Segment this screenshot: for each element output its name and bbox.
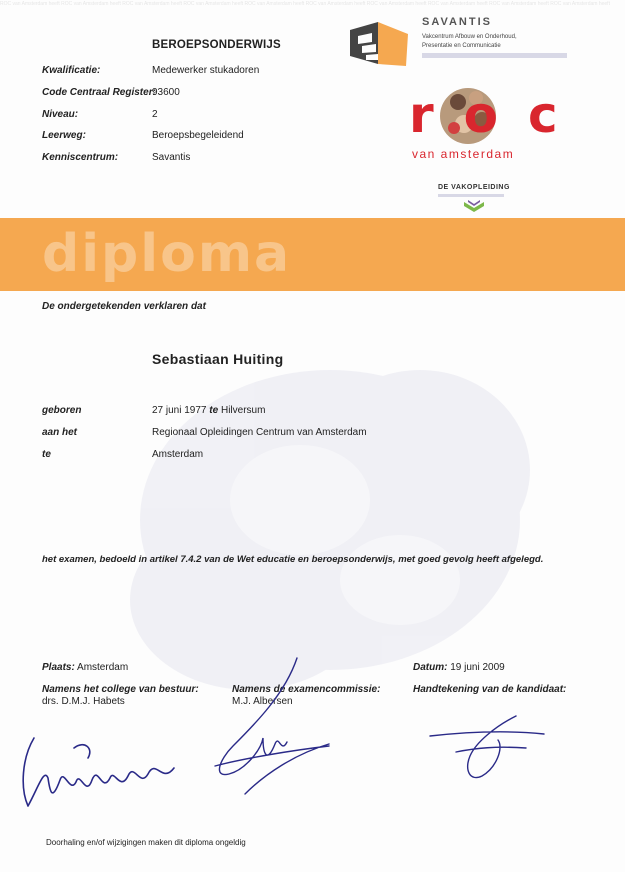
commission-signature-icon — [205, 654, 335, 799]
board-name: drs. D.M.J. Habets — [42, 696, 125, 707]
place-line — [42, 662, 128, 673]
candidate-signature-label: Handtekening van de kandidaat: — [413, 684, 567, 695]
vakopleiding-tagline-bar — [438, 194, 504, 197]
date-value: 19 juni 2009 — [450, 662, 505, 673]
declaration-text-content: De ondergetekenden verklaren dat — [42, 301, 206, 312]
qualification-label: Kwalificatie: — [42, 65, 101, 76]
register-code-value: 93600 — [152, 87, 180, 98]
candidate-signature-icon — [426, 712, 551, 787]
board-label: Namens het college van bestuur: — [42, 684, 199, 695]
savantis-tagline-bar — [422, 53, 567, 58]
learning-path-value: Beroepsbegeleidend — [152, 130, 244, 141]
learning-path-label: Leerweg: — [42, 130, 86, 141]
commission-name: M.J. Albersen — [232, 696, 293, 707]
savantis-name: SAVANTIS — [422, 16, 492, 28]
candidate-name: Sebastiaan Huiting — [152, 351, 284, 367]
vakopleiding-chevron-icon — [464, 200, 484, 214]
level-value: 2 — [152, 109, 158, 120]
register-code-label: Code Centraal Register: — [42, 87, 156, 98]
knowledge-centre-label: Kenniscentrum: — [42, 152, 119, 163]
roc-wordmark-text: roc — [409, 86, 588, 144]
born-te-word: te — [209, 405, 219, 416]
born-value — [152, 405, 265, 416]
document-heading: BEROEPSONDERWIJS — [152, 39, 281, 51]
birth-date: 27 juni 1977 — [152, 405, 207, 416]
security-microtext: ROC van Amsterdam heeft ROC van Amsterdam heeft ROC van Amsterdam heeft ROC van Amsterdam heeft ROC van Amsterdam heeft ROC van Amsterdam heeft ROC van Amsterdam heeft ROC van Amsterdam heeft ROC van Amsterdam heeft ROC van Amsterdam heeft — [0, 1, 610, 7]
roc-city-name: van amsterdam — [412, 147, 515, 161]
board-signature-icon — [14, 718, 189, 813]
declaration-text — [42, 301, 206, 312]
exam-statement: het examen, bedoeld in artikel 7.4.2 van de Wet educatie en beroepsonderwijs, met goed gevolg heeft afgelegd. — [42, 554, 544, 565]
level-label: Niveau: — [42, 109, 79, 120]
institution-label: aan het — [42, 427, 78, 438]
footer-note: Doorhaling en/of wijzigingen maken dit diploma ongeldig — [46, 838, 246, 847]
institution-city-label: te — [42, 449, 51, 460]
diploma-banner-word: diploma — [42, 224, 292, 284]
institution-city-value: Amsterdam — [152, 449, 204, 460]
roc-wordmark — [409, 86, 588, 144]
date-label: Datum: — [413, 662, 448, 673]
savantis-logo-icon — [348, 20, 410, 72]
vakopleiding-name: DE VAKOPLEIDING — [438, 184, 510, 191]
place-label: Plaats: — [42, 662, 75, 673]
savantis-subtitle-2: Presentatie en Communicatie — [422, 43, 501, 49]
birth-place: Hilversum — [220, 405, 266, 416]
date-line — [413, 662, 505, 673]
commission-label: Namens de examencommissie: — [232, 684, 381, 695]
born-label: geboren — [42, 405, 82, 416]
place-value: Amsterdam — [77, 662, 129, 673]
knowledge-centre-value: Savantis — [152, 152, 191, 163]
savantis-subtitle-1: Vakcentrum Afbouw en Onderhoud, — [422, 34, 517, 40]
qualification-value: Medewerker stukadoren — [152, 65, 260, 76]
institution-value: Regionaal Opleidingen Centrum van Amsterdam — [152, 427, 367, 438]
